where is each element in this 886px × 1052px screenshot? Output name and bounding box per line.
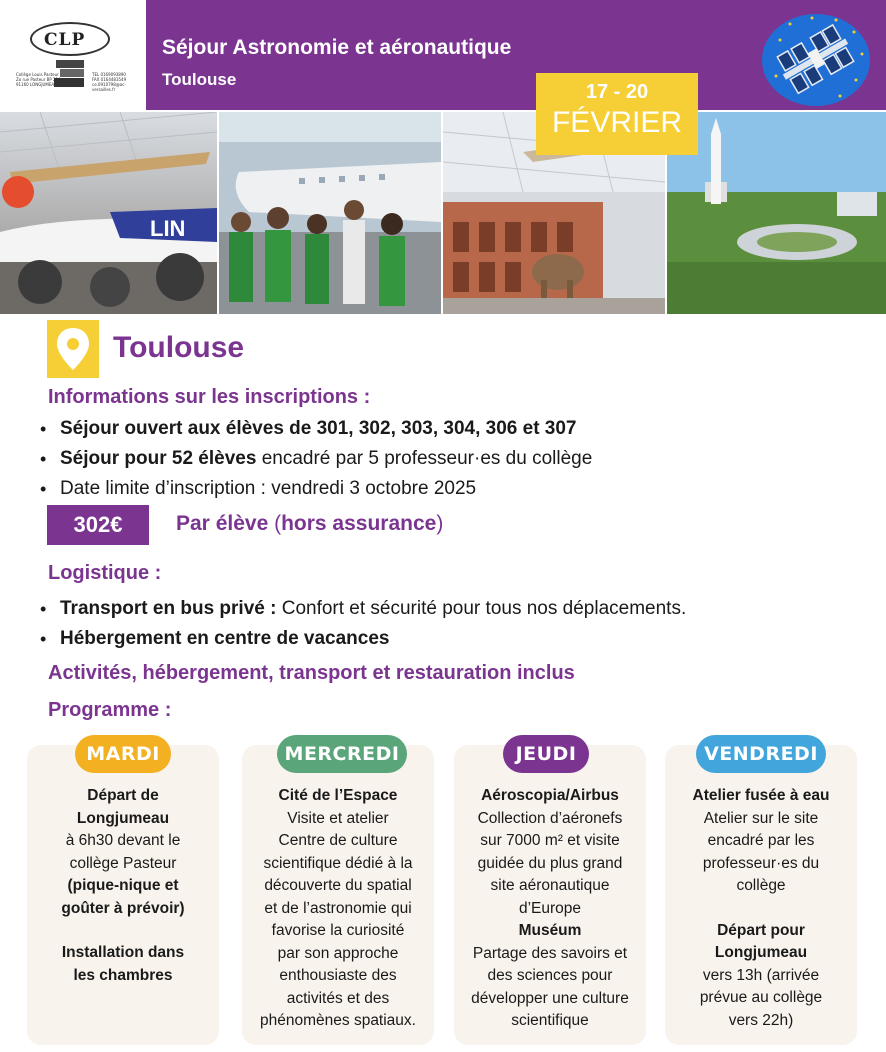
day-card-line: et de l’astronomie qui <box>264 899 412 917</box>
logo-title: CLP <box>44 30 86 50</box>
day-pill-jeudi: JEUDI <box>503 735 589 773</box>
day-card-line: collège Pasteur <box>69 854 177 872</box>
day-pill-vendredi: VENDREDI <box>696 735 826 773</box>
day-card-line: scientifique <box>511 1012 589 1029</box>
day-card-mercredi <box>242 745 434 1045</box>
day-card-line: vers 13h (arrivée <box>702 966 820 984</box>
day-card-line: Départ de <box>87 787 159 804</box>
day-card-line: à 6h30 devant le <box>65 832 181 849</box>
day-card-line: d’Europe <box>518 899 582 917</box>
day-card-jeudi <box>454 745 646 1045</box>
logistique-heading: Logistique : <box>48 562 162 584</box>
day-pill-mardi: MARDI <box>75 735 171 773</box>
day-card-line: Longjumeau <box>714 944 808 961</box>
logo-left-line-1: Collège Louis Pasteur <box>16 72 59 77</box>
day-card-line: site aéronautique <box>490 877 610 894</box>
day-card-line: découverte du spatial <box>264 877 412 894</box>
space-station-icon <box>760 10 872 110</box>
inscriptions-list <box>40 414 592 504</box>
dates-days: 17 - 20 <box>585 81 649 103</box>
day-card-line: les chambres <box>73 966 173 984</box>
day-card-line: sur 7000 m² et visite <box>480 832 620 849</box>
day-card-line: développer une culture <box>471 989 629 1007</box>
logo-right-line-1: TEL 0169093890 <box>92 72 126 77</box>
day-card-line: encadré par les <box>707 832 815 849</box>
day-card-line: par son approche <box>277 944 399 962</box>
day-card-line: goûter à prévoir) <box>61 899 185 917</box>
dates-badge <box>536 73 698 155</box>
list-item: • Séjour ouvert aux élèves de 301, 302, 303, 304, 306 et 307 <box>40 414 592 444</box>
logo-right-line-3: ce.0910798@ac-versailles.fr <box>92 82 126 92</box>
dates-month: FÉVRIER <box>551 106 683 139</box>
day-card-line: vers 22h) <box>728 1011 794 1029</box>
day-card-line: Partage des savoirs et <box>472 944 628 962</box>
day-card-line: (pique-nique et <box>67 877 179 894</box>
day-card-line: Longjumeau <box>76 809 170 827</box>
price-badge: 302€ <box>47 505 149 545</box>
cite-espace-park-photo <box>667 112 886 314</box>
day-card-line: phénomènes spatiaux. <box>260 1012 416 1029</box>
day-pill-mercredi: MERCREDI <box>277 735 407 773</box>
page-subtitle: Toulouse <box>162 70 237 89</box>
inscriptions-heading: Informations sur les inscriptions : <box>48 386 371 408</box>
aircraft-museum-photo <box>0 112 217 314</box>
day-card-line: Installation dans <box>61 944 185 961</box>
day-card-line: Aéroscopia/Airbus <box>481 787 619 804</box>
day-card-line: Visite et atelier <box>287 809 389 827</box>
day-card-line: des sciences pour <box>487 967 613 984</box>
day-card-line: guidée du plus grand <box>477 854 623 872</box>
day-card-line: professeur·es du <box>702 854 820 872</box>
day-card-line: Cité de l’Espace <box>278 787 398 804</box>
day-card-line: Atelier sur le site <box>703 809 819 827</box>
list-item: • Transport en bus privé : Confort et sécurité pour tous nos déplacements. <box>40 594 686 624</box>
day-card-line: Centre de culture <box>278 832 398 849</box>
day-card-line: Muséum <box>518 922 582 939</box>
day-card-line: Atelier fusée à eau <box>692 787 830 804</box>
day-card-vendredi <box>665 745 857 1045</box>
day-card-line: Collection d’aéronefs <box>477 809 623 827</box>
photo-strip <box>0 112 886 314</box>
day-card-line: favorise la curiosité <box>271 922 405 939</box>
school-logo <box>0 0 146 110</box>
programme-heading: Programme : <box>48 699 172 721</box>
price-label: Par élève (hors assurance) <box>176 512 444 535</box>
day-card-line: collège <box>736 877 786 894</box>
day-card-line: enthousiaste des <box>279 967 397 984</box>
day-card-line: scientifique dédié à la <box>263 854 413 872</box>
location-pin-box <box>47 320 99 378</box>
airbus-visit-photo <box>219 112 441 314</box>
day-card-line: activités et des <box>286 989 390 1007</box>
map-pin-icon <box>47 320 99 378</box>
location-title: Toulouse <box>113 331 245 364</box>
svg-text:LIN: LIN <box>150 216 186 241</box>
logo-right-line-2: FAX 0164483549 <box>92 77 127 82</box>
logo-left-line-2: Zo rue Pasteur BP 214 <box>16 77 61 82</box>
logo-left-line-3: 91160 LONGJUMEAU <box>16 82 58 87</box>
list-item: • Hébergement en centre de vacances <box>40 624 686 654</box>
day-card-line: prévue au collège <box>699 989 823 1006</box>
page-title: Séjour Astronomie et aéronautique <box>162 36 512 59</box>
logistique-list <box>40 594 686 654</box>
inclus-text: Activités, hébergement, transport et restauration inclus <box>48 662 575 684</box>
day-card-mardi <box>27 745 219 1045</box>
day-card-line: Départ pour <box>717 921 805 939</box>
list-item: • Séjour pour 52 élèves encadré par 5 professeur·es du collège <box>40 444 592 474</box>
list-item: • Date limite d’inscription : vendredi 3 octobre 2025 <box>40 474 592 504</box>
